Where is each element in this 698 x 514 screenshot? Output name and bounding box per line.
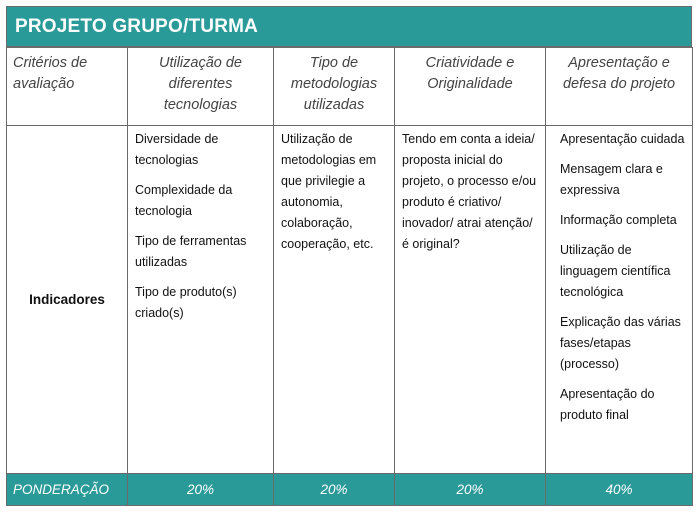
- sheet-title: PROJETO GRUPO/TURMA: [6, 6, 692, 47]
- indicator-item: Diversidade de tecnologias: [135, 132, 219, 167]
- weighting-row: [7, 474, 693, 506]
- column-header-creativity: Criatividade e Originalidade: [395, 48, 546, 126]
- column-header-presentation: Apresentação e defesa do projeto: [546, 48, 693, 126]
- indicators-methodologies: [274, 126, 395, 474]
- indicator-item: Utilização de metodologias em que privilegie a autonomia, colaboração, cooperação, etc.: [281, 132, 377, 251]
- indicator-item: Tipo de ferramentas utilizadas: [135, 234, 247, 269]
- indicator-item: Apresentação cuidada: [560, 132, 685, 146]
- indicator-item: Complexidade da tecnologia: [135, 183, 233, 218]
- weighting-value-technologies: 20%: [128, 474, 274, 506]
- column-header-methodologies: Tipo de metodologias utilizadas: [274, 48, 395, 126]
- indicator-item: Explicação das várias fases/etapas (processo): [560, 315, 681, 371]
- indicators-presentation: [546, 126, 693, 474]
- weighting-value-creativity: 20%: [395, 474, 546, 506]
- weighting-value-presentation: 40%: [546, 474, 693, 506]
- indicator-item: Tendo em conta a ideia/ proposta inicial do projeto, o processo e/ou produto é criativo/ inovador/ atrai atenção/ é original?: [402, 132, 537, 251]
- indicator-item: Mensagem clara e expressiva: [560, 162, 663, 197]
- indicators-row: [7, 126, 693, 474]
- criteria-table: [6, 47, 693, 506]
- indicators-technologies: [128, 126, 274, 474]
- indicators-label: Indicadores: [7, 126, 128, 474]
- indicator-item: Tipo de produto(s) criado(s): [135, 285, 237, 320]
- indicator-item: Utilização de linguagem científica tecnológica: [560, 243, 671, 299]
- weighting-label: PONDERAÇÃO: [7, 474, 128, 506]
- weighting-value-methodologies: 20%: [274, 474, 395, 506]
- indicator-item: Informação completa: [560, 213, 677, 227]
- indicators-creativity: [395, 126, 546, 474]
- header-row: [7, 48, 693, 126]
- column-header-technologies: Utilização de diferentes tecnologias: [128, 48, 274, 126]
- evaluation-sheet: [6, 6, 692, 505]
- indicator-item: Apresentação do produto final: [560, 387, 655, 422]
- criteria-label: Critérios de avaliação: [7, 48, 128, 126]
